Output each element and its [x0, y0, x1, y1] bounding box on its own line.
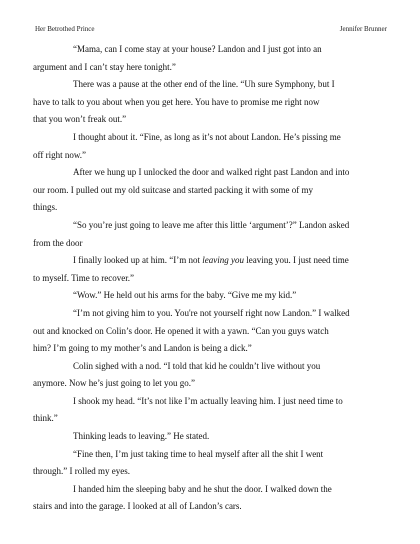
paragraph: There was a pause at the other end of the line. “Uh sure Symphony, but I have to talk to you about when you get here. You have to promise me right now that you won’t freak out.”	[33, 79, 335, 125]
paragraph: “Wow.” He held out his arms for the baby. “Give me my kid.”	[73, 290, 297, 301]
paragraph: After we hung up I unlocked the door and walked right past Landon and into our room. I pulled out my old suitcase and started packing it with some of my things.	[33, 167, 350, 213]
paragraph: “I’m not giving him to you. You're not yourself right now Landon.” I walked out and knocked on Colin’s door. He opened it with a yawn. “Can you guys watch him? I’m going to my mother’s and Landon is being a dick.”	[33, 307, 350, 354]
author-name: Jennifer Brunner	[339, 25, 387, 33]
page-body	[33, 41, 387, 516]
paragraph: Thinking leads to leaving.” He stated.	[73, 431, 210, 442]
page-header	[35, 25, 387, 34]
paragraph: “Mama, can I come stay at your house? Landon and I just got into an argument and I can’t stay here tonight.”	[33, 44, 322, 72]
book-title: Her Betrothed Prince	[35, 25, 95, 33]
paragraph: I finally looked up at him. “I’m not leaving you leaving you. I just need time to myself. Time to recover.”	[33, 255, 349, 283]
paragraph: “So you’re just going to leave me after this little ‘argument’?” Landon asked from the door	[33, 219, 350, 248]
emphasis-text: leaving you	[202, 255, 244, 266]
paragraph: I handed him the sleeping baby and he shut the door. I walked down the stairs and into the garage. I looked at all of Landon’s cars.	[33, 483, 332, 512]
paragraph: I shook my head. “It’s not like I’m actually leaving him. I just need time to think.”	[33, 395, 343, 424]
paragraph: I thought about it. “Fine, as long as it’s not about Landon. He’s pissing me off right now.”	[33, 131, 341, 160]
paragraph: “Fine then, I’m just taking time to heal myself after all the shit I went through.” I rolled my eyes.	[33, 448, 324, 477]
paragraph: Colin sighed with a nod. “I told that kid he couldn’t live without you anymore. Now he’s just going to let you go.”	[33, 360, 321, 389]
